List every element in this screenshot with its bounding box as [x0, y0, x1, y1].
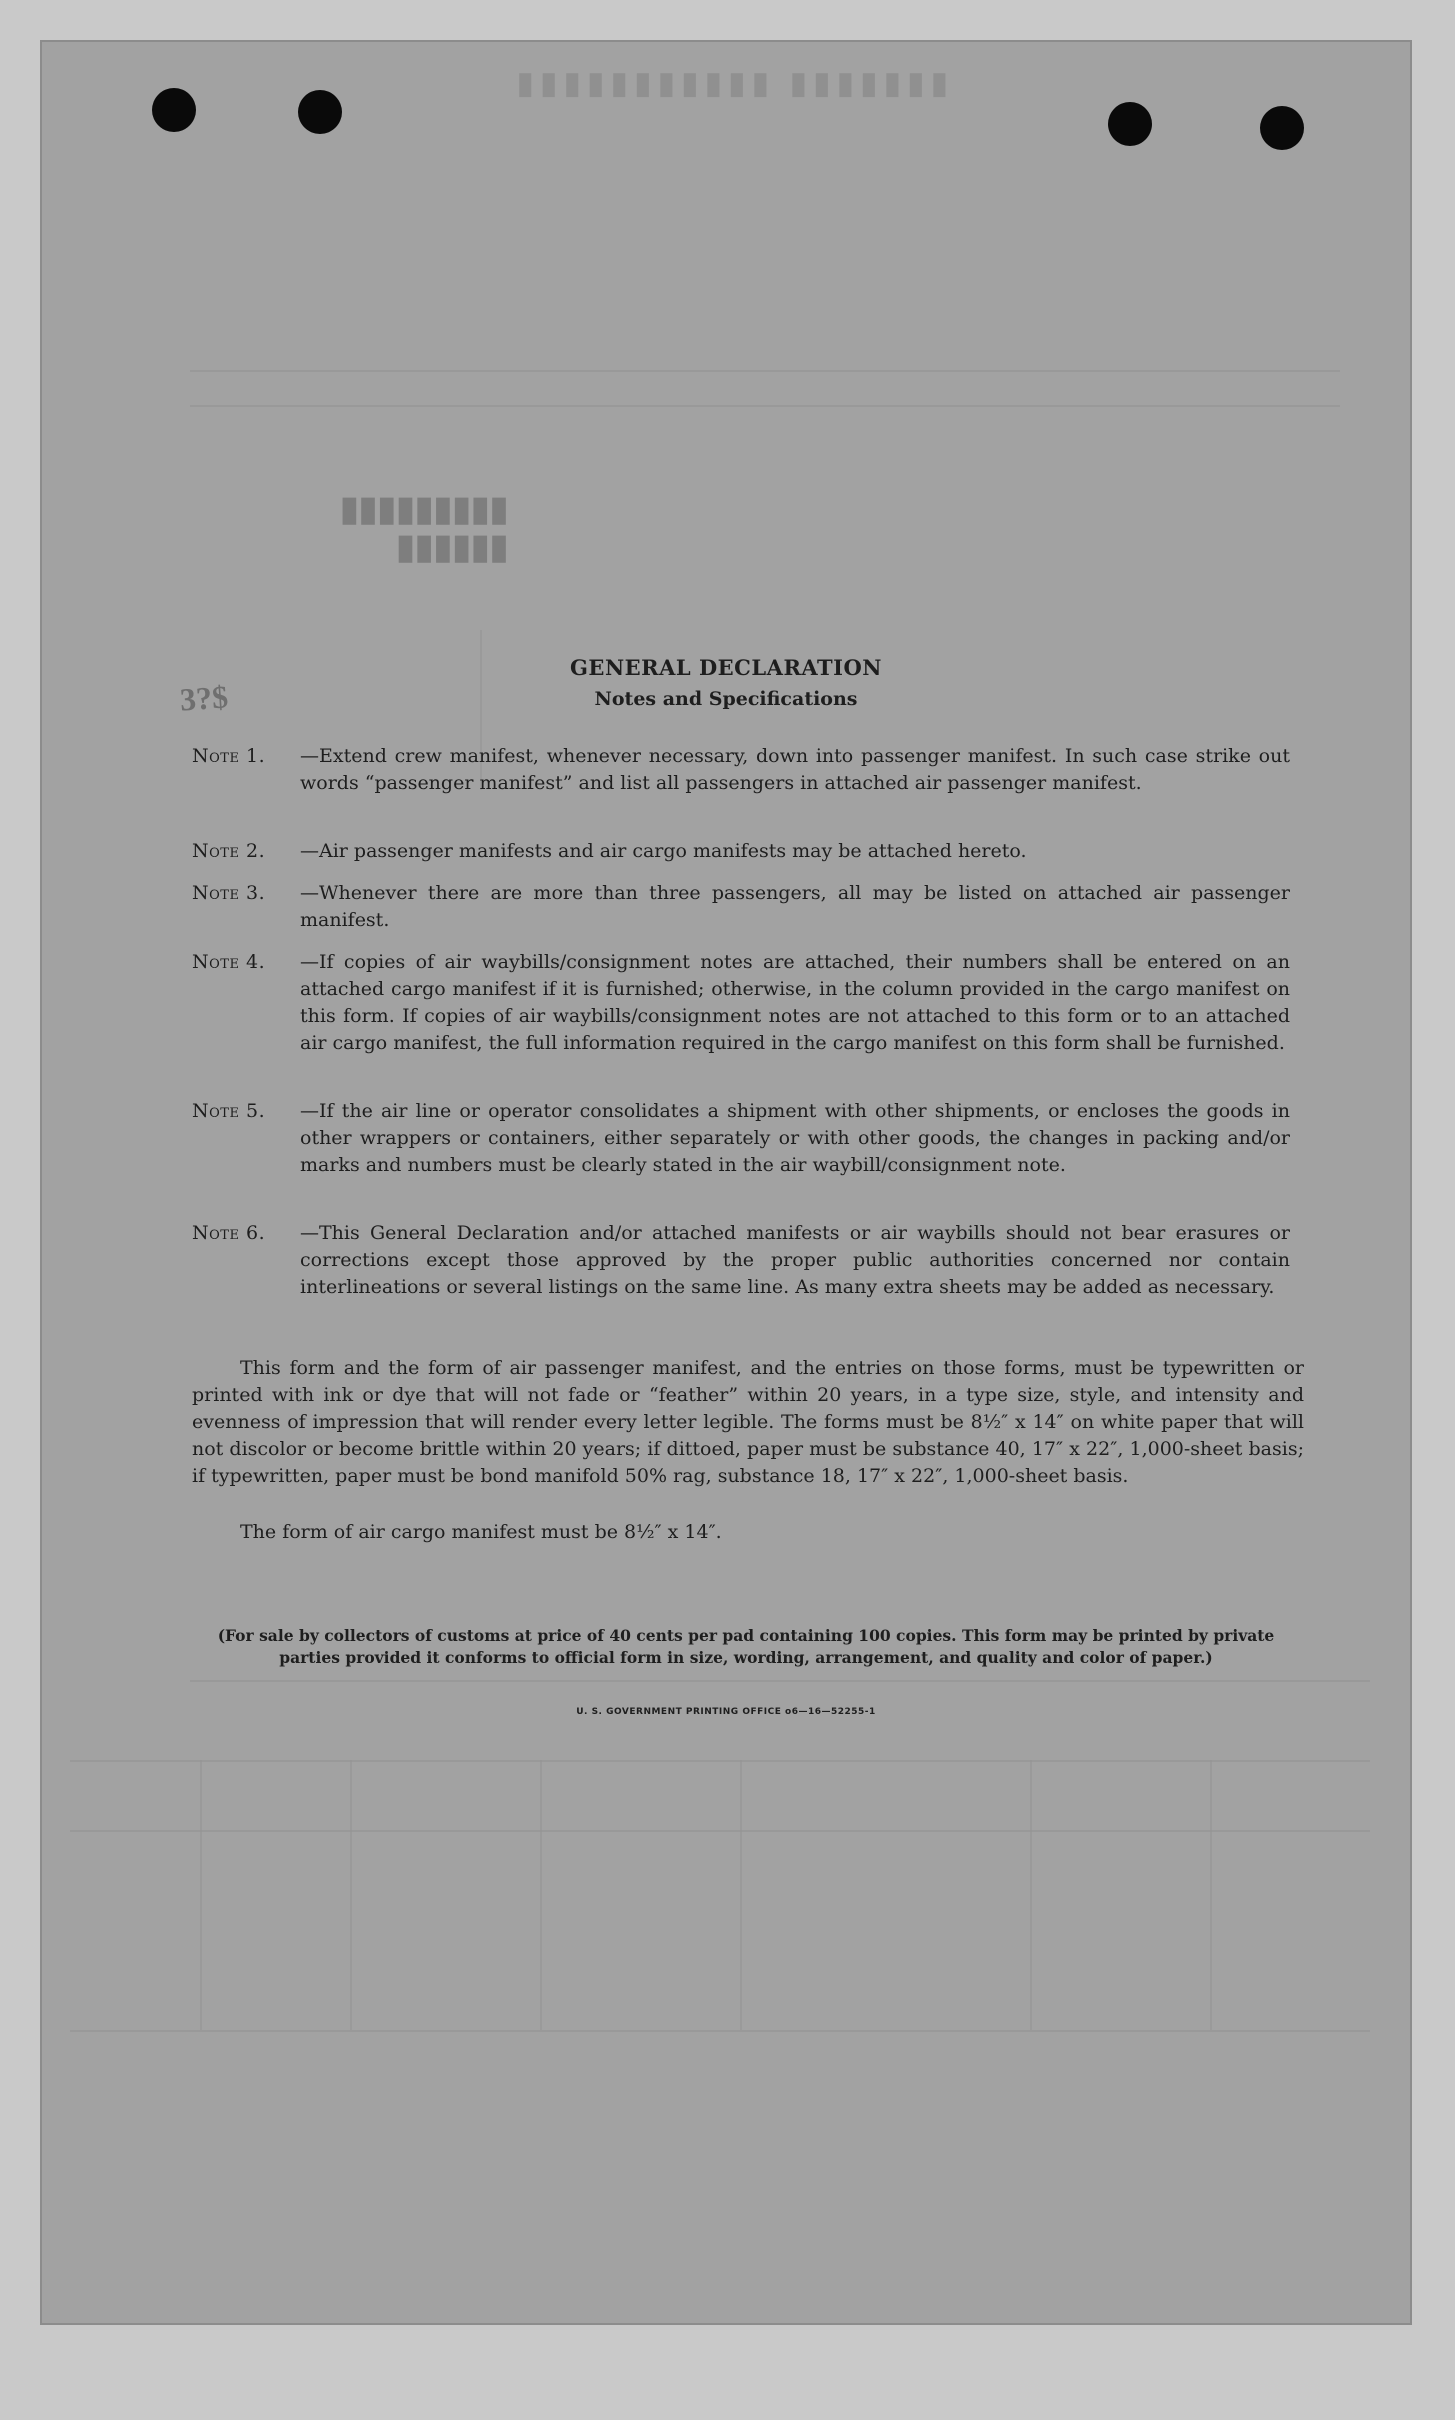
printing-office-imprint: U. S. GOVERNMENT PRINTING OFFICE o6—16—52255-1 — [576, 1707, 876, 1717]
note-3 — [192, 880, 1302, 934]
bleed-through-stamp: ▮▮▮▮▮▮▮▮▮ ▮▮▮▮▮▮ — [340, 490, 509, 566]
cargo-manifest-size-line: The form of air cargo manifest must be 8½″ x 14″. — [240, 1521, 722, 1543]
bleed-through-title: ▮▮▮▮▮▮▮ ▮▮▮▮▮▮▮▮▮▮▮ — [510, 67, 948, 100]
punch-hole-left-2 — [298, 90, 342, 134]
bleed-through-column — [1210, 1760, 1212, 2030]
form-requirements-paragraph: This form and the form of air passenger manifest, and the entries on those forms, must be typewritten or printed with ink or dye that will not fade or “feather” within 20 years, in a type size, style, and intensity and evenness of impression that will render every letter legible. The forms must be 8½″ x 14″ on white paper that will not discolor or become brittle within 20 years; if dittoed, paper must be substance 40, 17″ x 22″, 1,000-sheet basis; if typewritten, paper must be bond manifold 50% rag, substance 18, 17″ x 22″, 1,000-sheet basis. — [192, 1357, 1304, 1487]
note-text: —Extend crew manifest, whenever necessary, down into passenger manifest. In such case strike out words “passenger manifest” and list all passengers in attached air passenger manifest. — [300, 745, 1290, 794]
bleed-through-column — [740, 1760, 742, 2030]
bleed-through-column — [1030, 1760, 1032, 2030]
note-1 — [192, 743, 1302, 797]
note-2 — [192, 838, 1302, 865]
bleed-through-column — [540, 1760, 542, 2030]
note-label: Note 4. — [192, 951, 266, 973]
document-subtitle: Notes and Specifications — [594, 688, 858, 710]
note-label: Note 6. — [192, 1222, 266, 1244]
bleed-through-rule — [70, 1830, 1370, 1832]
note-label: Note 3. — [192, 882, 266, 904]
note-text: —Whenever there are more than three passengers, all may be listed on attached air passenger manifest. — [300, 882, 1290, 931]
bleed-through-column — [200, 1760, 202, 2030]
punch-hole-right-2 — [1260, 106, 1304, 150]
sale-notice: (For sale by collectors of customs at price of 40 cents per pad containing 100 copies. This form may be printed by private parties provided it conforms to official form in size, wording, arrangement, and quality and color of paper.) — [217, 1626, 1275, 1667]
note-label: Note 1. — [192, 745, 266, 767]
bleed-through-rule — [190, 1680, 1370, 1682]
handwritten-mark: 3?$ — [178, 678, 230, 718]
note-text: —Air passenger manifests and air cargo manifests may be attached hereto. — [300, 840, 1027, 862]
document-title: GENERAL DECLARATION — [570, 655, 882, 680]
note-label: Note 5. — [192, 1100, 266, 1122]
punch-hole-left-1 — [152, 88, 196, 132]
bleed-through-rule — [70, 2030, 1370, 2032]
document-sheet — [40, 40, 1412, 2325]
note-text: —This General Declaration and/or attached manifests or air waybills should not bear erasures or corrections except those approved by the proper public authorities concerned nor contain interlineations or several listings on the same line. As many extra sheets may be added as necessary. — [300, 1222, 1290, 1298]
bleed-through-rule — [190, 405, 1340, 407]
note-5 — [192, 1098, 1302, 1179]
note-4 — [192, 949, 1302, 1057]
note-6 — [192, 1220, 1302, 1301]
note-text: —If copies of air waybills/consignment notes are attached, their numbers shall be entered on an attached cargo manifest if it is furnished; otherwise, in the column provided in the cargo manifest on this form. If copies of air waybills/consignment notes are not attached to this form or to an attached air cargo manifest, the full information required in the cargo manifest on this form shall be furnished. — [300, 951, 1290, 1054]
bleed-through-rule — [190, 370, 1340, 372]
punch-hole-right-1 — [1108, 102, 1152, 146]
bleed-through-rule — [70, 1760, 1370, 1762]
note-text: —If the air line or operator consolidates a shipment with other shipments, or encloses the goods in other wrappers or containers, either separately or with other goods, the changes in packing and/or marks and numbers must be clearly stated in the air waybill/consignment note. — [300, 1100, 1290, 1176]
note-label: Note 2. — [192, 840, 266, 862]
bleed-through-column — [350, 1760, 352, 2030]
